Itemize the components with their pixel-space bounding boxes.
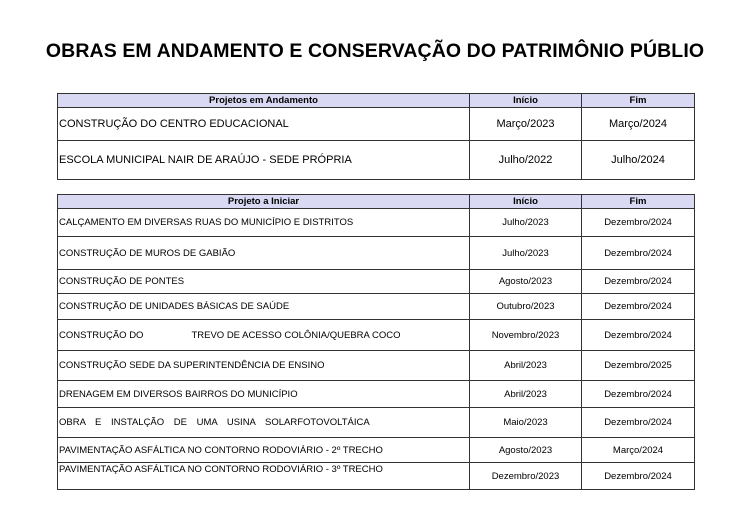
project-name-part-a: CONSTRUÇÃO DO — [59, 329, 144, 341]
start-date: Julho/2022 — [470, 141, 582, 180]
start-date: Agosto/2023 — [470, 438, 582, 463]
start-date: Julho/2023 — [470, 237, 582, 270]
table-header-row — [58, 195, 695, 209]
project-name: PAVIMENTAÇÃO ASFÁLTICA NO CONTORNO RODOVIÁRIO - 3º TRECHO — [58, 463, 470, 490]
start-date: Maio/2023 — [470, 408, 582, 438]
project-name — [58, 320, 470, 351]
table-row — [58, 108, 695, 141]
project-name: ESCOLA MUNICIPAL NAIR DE ARAÚJO - SEDE PRÓPRIA — [58, 141, 470, 180]
table-row — [58, 294, 695, 320]
project-name: CONSTRUÇÃO DE UNIDADES BÁSICAS DE SAÚDE — [58, 294, 470, 320]
start-date: Agosto/2023 — [470, 270, 582, 294]
end-date: Dezembro/2024 — [582, 463, 695, 490]
table-row — [58, 320, 695, 351]
header-inicio: Início — [470, 94, 582, 108]
end-date: Março/2024 — [582, 108, 695, 141]
project-name: OBRA E INSTALÇÃO DE UMA USINA SOLARFOTOVOLTÁICA — [58, 408, 470, 438]
end-date: Dezembro/2024 — [582, 237, 695, 270]
table-row — [58, 408, 695, 438]
project-name: CALÇAMENTO EM DIVERSAS RUAS DO MUNICÍPIO E DISTRITOS — [58, 209, 470, 237]
project-name: DRENAGEM EM DIVERSOS BAIRROS DO MUNICÍPIO — [58, 381, 470, 408]
project-name: PAVIMENTAÇÃO ASFÁLTICA NO CONTORNO RODOVIÁRIO - 2º TRECHO — [58, 438, 470, 463]
table-row — [58, 141, 695, 180]
table-row — [58, 438, 695, 463]
project-name: CONSTRUÇÃO DE PONTES — [58, 270, 470, 294]
start-date: Abril/2023 — [470, 381, 582, 408]
project-name: CONSTRUÇÃO SEDE DA SUPERINTENDÊNCIA DE ENSINO — [58, 351, 470, 381]
table-row — [58, 270, 695, 294]
start-date: Julho/2023 — [470, 209, 582, 237]
start-date: Abril/2023 — [470, 351, 582, 381]
start-date: Março/2023 — [470, 108, 582, 141]
project-name-part-b: TREVO DE ACESSO COLÔNIA/QUEBRA COCO — [191, 329, 401, 341]
header-fim: Fim — [582, 195, 695, 209]
table-row — [58, 237, 695, 270]
end-date: Dezembro/2024 — [582, 381, 695, 408]
end-date: Dezembro/2024 — [582, 294, 695, 320]
table-header-row — [58, 94, 695, 108]
end-date: Dezembro/2024 — [582, 209, 695, 237]
table-row — [58, 463, 695, 490]
start-date: Novembro/2023 — [470, 320, 582, 351]
end-date: Dezembro/2024 — [582, 408, 695, 438]
header-projeto-a-iniciar: Projeto a Iniciar — [58, 195, 470, 209]
end-date: Dezembro/2024 — [582, 270, 695, 294]
header-projetos: Projetos em Andamento — [58, 94, 470, 108]
projetos-em-andamento-table — [57, 93, 695, 180]
end-date: Março/2024 — [582, 438, 695, 463]
start-date: Outubro/2023 — [470, 294, 582, 320]
table-row — [58, 351, 695, 381]
end-date: Dezembro/2024 — [582, 320, 695, 351]
header-inicio: Início — [470, 195, 582, 209]
table-row — [58, 209, 695, 237]
project-name: CONSTRUÇÃO DO CENTRO EDUCACIONAL — [58, 108, 470, 141]
header-fim: Fim — [582, 94, 695, 108]
start-date: Dezembro/2023 — [470, 463, 582, 490]
end-date: Dezembro/2025 — [582, 351, 695, 381]
table-row — [58, 381, 695, 408]
page-title: OBRAS EM ANDAMENTO E CONSERVAÇÃO DO PATRIMÔNIO PÚBLIO — [45, 40, 705, 62]
end-date: Julho/2024 — [582, 141, 695, 180]
projetos-a-iniciar-table — [57, 194, 695, 490]
project-name: CONSTRUÇÃO DE MUROS DE GABIÃO — [58, 237, 470, 270]
